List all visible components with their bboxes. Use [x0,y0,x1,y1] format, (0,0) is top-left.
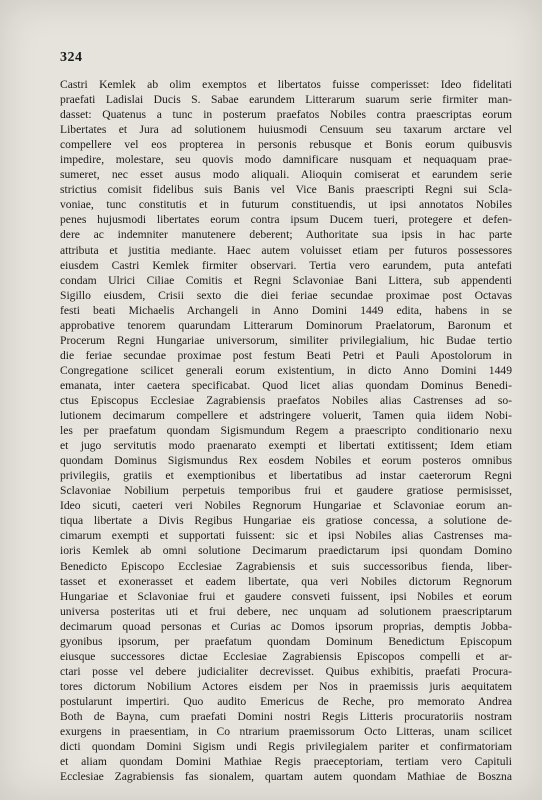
text-line: eiusdem Castri Kemlek firmiter observari. Tertia vero earundem, puta antefati [60,258,512,272]
text-line: attributa et justitia mediante. Haec autem voluisset etiam per futuros possessores [60,243,512,257]
page-number: 324 [60,50,83,65]
text-line: ctus Episcopus Ecclesiae Zagrabiensis praefatos Nobiles alias Castrenses ad so- [60,393,512,407]
text-line: privilegiis, gratiis et exemptionibus et libertatibus ad instar caeterorum Regni [60,469,512,483]
text-line: condam Ulrici Ciliae Comitis et Regni Sclavoniae Bani Littera, sub appendenti [60,273,512,287]
text-line: Procerum Regni Hungariae universorum, similiter privilegialium, hic Budae tertio [60,333,512,347]
text-line: festi beati Michaelis Archangeli in Anno Domini 1449 edita, habens in se [60,303,512,317]
text-line: voniae, tunc constitutis et in futurum constituendis, ut ipsi annotatos Nobiles [60,198,512,212]
text-line: emanata, inter caetera specificabat. Quod licet alias quondam Dominus Benedi- [60,378,512,392]
text-line: sumeret, nec esset ausus modo aliquali. Alioquin comiserat et earundem serie [60,168,512,182]
text-line: impedire, molestare, seu quovis modo damnificare nusquam et nequaquam prae- [60,153,512,167]
text-line: tiqua libertate a Divis Regibus Hungariae eis gratiose concessa, a solutione de- [60,514,512,528]
text-line: die feriae secundae proximae post festum Beati Petri et Pauli Apostolorum in [60,348,512,362]
text-line: ctari posse vel debere judicialiter decrevisset. Quibus exhibitis, praefati Procura- [60,664,512,678]
text-line: quondam Dominus Sigismundus Rex eosdem Nobiles et eorum posteros omnibus [60,454,512,468]
text-line: penes hujusmodi libertates eorum contra ipsum Ducem tueri, protegere et defen- [60,213,512,227]
text-line: praefati Ladislai Ducis S. Sabae earundem Litterarum suarum serie firmiter man- [60,93,512,107]
text-line: gyonibus ipsorum, per praefatum quondam Dominum Benedictum Episcopum [60,634,512,648]
text-line: approbative tenorem quarundam Litterarum Dominorum Praelatorum, Baronum et [60,318,512,332]
text-line: Ecclesiae Zagrabiensis fas sionalem, quartam autem quondam Mathiae de Boszna [60,770,512,784]
text-line: ioris Kemlek ab omni solutione Decimarum praedictarum ipsi quondam Domino [60,544,512,558]
text-line: Sclavoniae Nobilium perpetuis temporibus frui et gaudere gratiose permisisset, [60,484,512,498]
text-line: les per praefatum quondam Sigismundum Regem a praescripto conditionario nexu [60,424,512,438]
text-line: Congregatione scilicet generali eorum existentium, in dicto Anno Domini 1449 [60,363,512,377]
text-line: et jugo servitutis modo praenarato exempti et libertati extitissent; Idem etiam [60,439,512,453]
text-line: universa posteritas uti et frui debere, nec unquam ad solutionem praescriptarum [60,604,512,618]
text-line: Libertates et Jura ad solutionem huiusmodi Censuum seu taxarum arctare vel [60,123,512,137]
text-line: cimarum exempti et supportati fuissent: sic et ipsi Nobiles alias Castrenses ma- [60,529,512,543]
text-line: lutionem decimarum compellere et adstringere voluerit, Tamen quia iidem Nobi- [60,409,512,423]
text-line: tores dictorum Nobilium Actores eisdem per Nos in praemissis juris aequitatem [60,679,512,693]
text-line: eiusque successores dictae Ecclesiae Zagrabiensis Episcopos compelli et ar- [60,649,512,663]
text-line: exurgens in praesentiam, in Co ntrarium praemissorum Octo Litteras, unam scilicet [60,725,512,739]
text-line: compellere vel eos propterea in personis rebusque et Bonis eorum quibusvis [60,138,512,152]
text-line: Ideo sicuti, caeteri veri Nobiles Regnorum Hungariae et Sclavoniae eorum an- [60,499,512,513]
text-line: dasset: Quatenus a tunc in posterum praefatos Nobiles contra praescriptas eorum [60,108,512,122]
text-line: Benedicto Episcopo Ecclesiae Zagrabiensis et suis successoribus fienda, liber- [60,559,512,573]
text-line: Castri Kemlek ab olim exemptos et libertatos fuisse comperisset: Ideo fidelitati [60,78,512,91]
text-line: decimarum quoad personas et Curias ac Domos ipsorum proprias, demptis Jobba- [60,619,512,633]
text-line: Sigillo eiusdem, Crisii sexto die diei feriae secundae proximae post Octavas [60,288,512,302]
text-line: strictius comisit fidelibus suis Banis vel Vice Banis praescripti Regni sui Scla- [60,183,512,197]
text-line: dere ac indemniter manutenere deberent; Authoritate sua ipsis in hac parte [60,228,512,242]
body-text [60,77,512,784]
text-line: Hungariae et Sclavoniae frui et gaudere consveti fuissent, ipsi Nobiles et eorum [60,589,512,603]
text-line: Both de Bayna, cum praefati Domini nostri Regis Litteris procuratoriis nostram [60,709,512,723]
text-line: postularunt impertiri. Quo audito Emericus de Reche, pro memorato Andrea [60,694,512,708]
text-line: tasset et exonerasset et eadem libertate, qua veri Nobiles dictorum Regnorum [60,574,512,588]
text-line: et aliam quondam Domini Mathiae Regis praeceptoriam, tertiam vero Capituli [60,755,512,769]
text-line: dicti quondam Domini Sigism undi Regis privilegialem pariter et confirmatoriam [60,740,512,754]
